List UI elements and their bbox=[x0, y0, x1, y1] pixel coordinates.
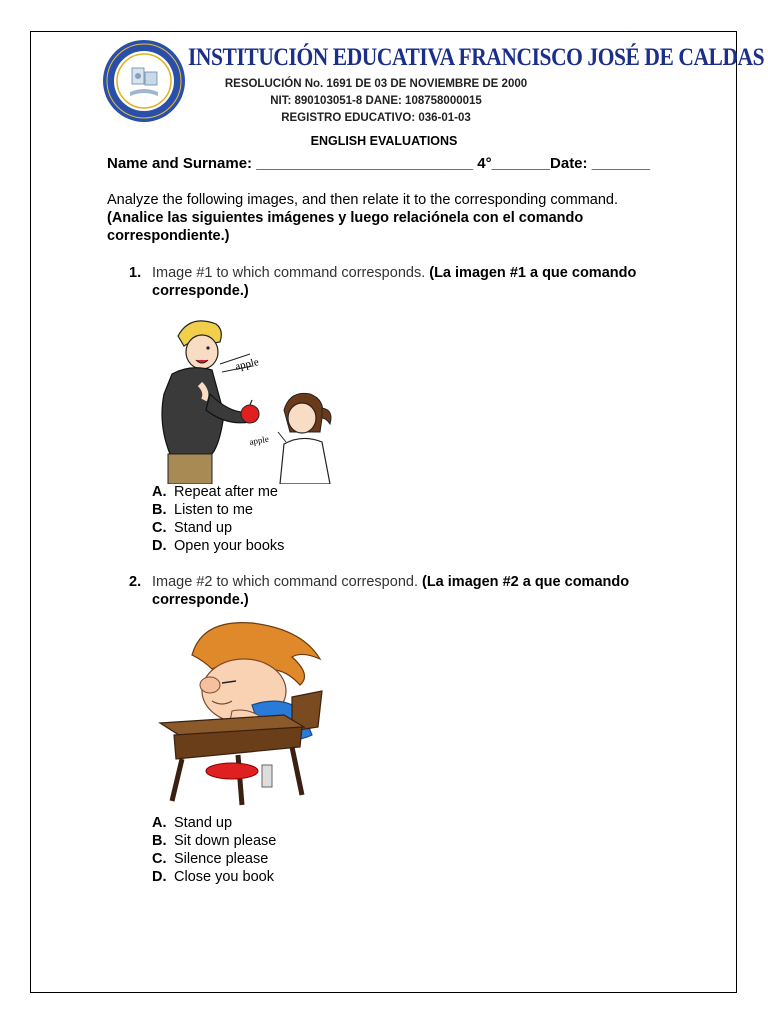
option-a[interactable] bbox=[152, 814, 276, 832]
option-letter: D. bbox=[152, 538, 167, 554]
question-text-es: (La imagen #1 a que comando corresponde.) bbox=[152, 265, 637, 299]
teacher-student-apple-image bbox=[150, 314, 344, 484]
question-2-options bbox=[152, 814, 276, 886]
bored-boy-desk-image bbox=[152, 615, 324, 807]
option-letter: C. bbox=[152, 520, 167, 536]
option-text: Listen to me bbox=[174, 502, 253, 518]
apple-label-2: apple bbox=[248, 433, 270, 447]
apple-label-1: apple bbox=[234, 356, 260, 373]
question-number: 2. bbox=[129, 574, 142, 590]
option-d[interactable] bbox=[152, 868, 276, 886]
question-text bbox=[152, 573, 662, 609]
question-text-es: (La imagen #2 a que comando corresponde.) bbox=[152, 574, 630, 608]
page-border bbox=[30, 31, 737, 993]
option-letter: A. bbox=[152, 484, 167, 500]
option-b[interactable] bbox=[152, 832, 276, 850]
name-date-line: Name and Surname: __________________________ 4°_______Date: _______ bbox=[107, 155, 651, 172]
option-text: Sit down please bbox=[174, 833, 277, 849]
question-text-en: Image #1 to which command corresponds. bbox=[152, 265, 430, 281]
option-a[interactable] bbox=[152, 483, 284, 501]
school-header bbox=[100, 38, 765, 130]
option-letter: A. bbox=[152, 815, 167, 831]
option-text: Stand up bbox=[174, 520, 233, 536]
instructions-english: Analyze the following images, and then relate it to the corresponding command. bbox=[107, 192, 619, 208]
option-d[interactable] bbox=[152, 537, 284, 555]
option-text: Close you book bbox=[174, 869, 274, 885]
option-letter: B. bbox=[152, 833, 167, 849]
question-text-en: Image #2 to which command correspond. bbox=[152, 574, 422, 590]
option-c[interactable] bbox=[152, 850, 276, 868]
option-text: Open your books bbox=[174, 538, 285, 554]
question-1-options bbox=[152, 483, 284, 555]
question-number: 1. bbox=[129, 265, 142, 281]
option-c[interactable] bbox=[152, 519, 284, 537]
option-letter: B. bbox=[152, 502, 167, 518]
registro-line: REGISTRO EDUCATIVO: 036-01-03 bbox=[281, 112, 471, 124]
option-letter: D. bbox=[152, 869, 167, 885]
instructions-spanish: (Analice las siguientes imágenes y luego relaciónela con el comando correspondiente.) bbox=[107, 210, 584, 244]
resolution-line: RESOLUCIÓN No. 1691 DE 03 DE NOVIEMBRE DE 2000 bbox=[224, 78, 528, 90]
instructions bbox=[107, 191, 667, 245]
question-text bbox=[152, 264, 662, 300]
school-name: INSTITUCIÓN EDUCATIVA FRANCISCO JOSÉ DE CALDAS bbox=[188, 44, 765, 71]
option-text: Stand up bbox=[174, 815, 233, 831]
page-title: ENGLISH EVALUATIONS bbox=[310, 134, 458, 148]
option-letter: C. bbox=[152, 851, 167, 867]
nit-line: NIT: 890103051-8 DANE: 108758000015 bbox=[270, 95, 482, 107]
option-text: Repeat after me bbox=[174, 484, 278, 500]
option-b[interactable] bbox=[152, 501, 284, 519]
option-text: Silence please bbox=[174, 851, 269, 867]
